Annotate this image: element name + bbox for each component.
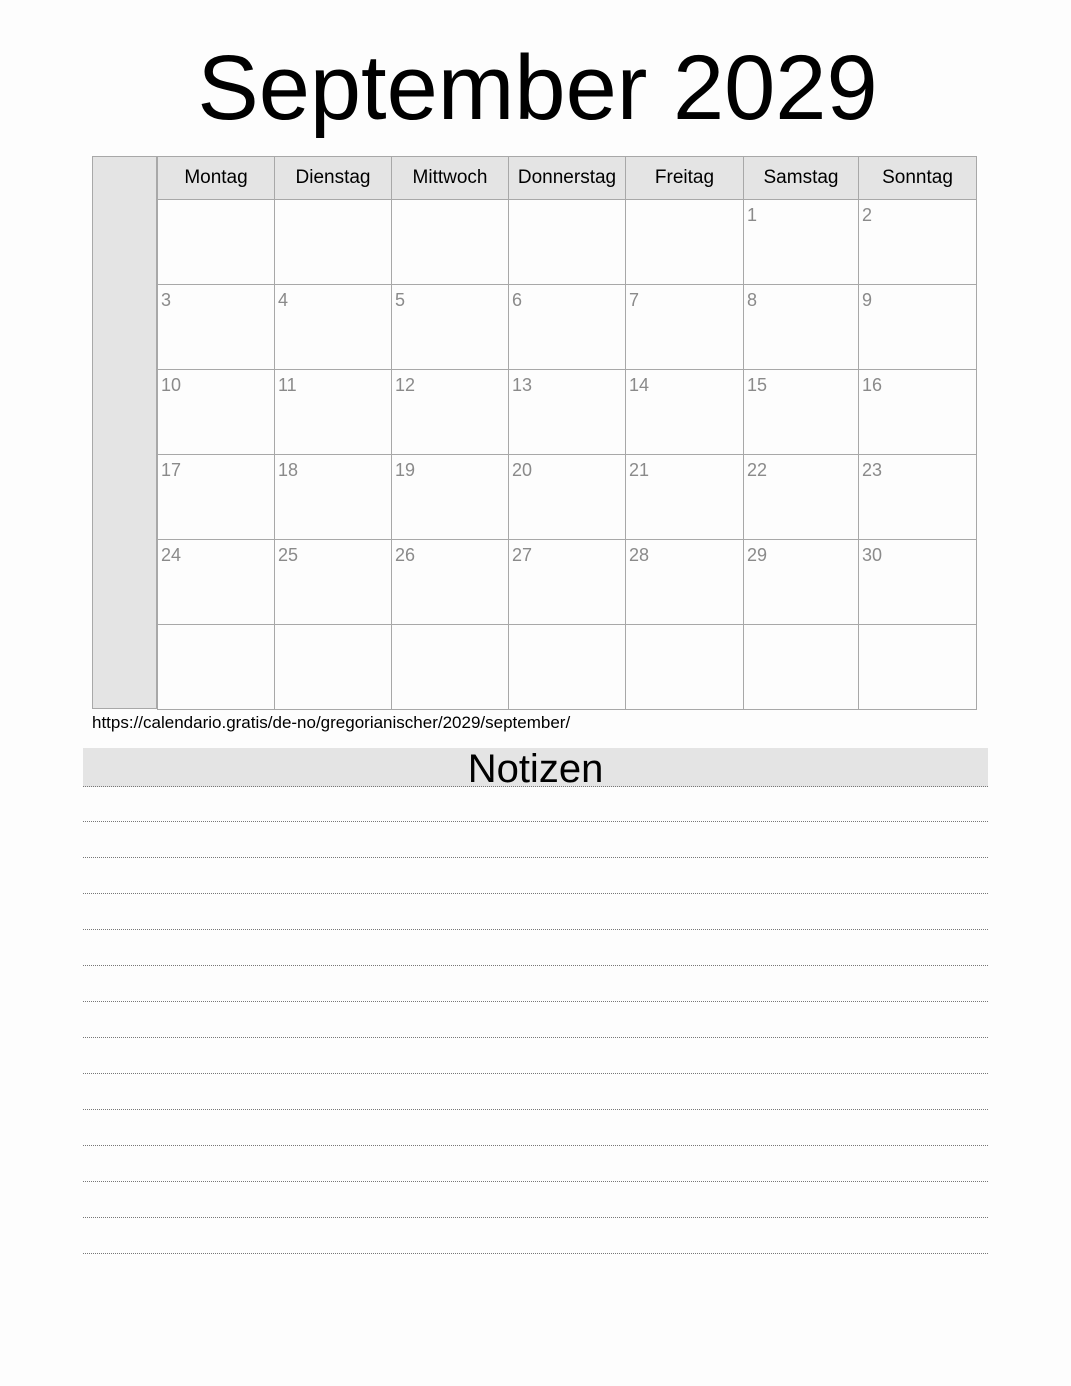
week-row bbox=[158, 625, 977, 710]
day-number: 29 bbox=[747, 545, 768, 565]
week-row bbox=[158, 455, 977, 540]
day-number bbox=[744, 625, 858, 630]
day-cell bbox=[859, 200, 977, 285]
day-number bbox=[275, 200, 391, 205]
day-number: 8 bbox=[747, 290, 758, 310]
week-row bbox=[158, 285, 977, 370]
day-number: 20 bbox=[512, 460, 533, 480]
note-line bbox=[83, 1110, 988, 1146]
day-number bbox=[509, 625, 625, 630]
day-number: 4 bbox=[278, 290, 289, 310]
day-number: 24 bbox=[161, 545, 182, 565]
day-number: 23 bbox=[862, 460, 883, 480]
day-cell bbox=[744, 540, 859, 625]
day-number: 27 bbox=[512, 545, 533, 565]
day-cell bbox=[859, 455, 977, 540]
day-cell bbox=[392, 285, 509, 370]
day-cell bbox=[509, 455, 626, 540]
day-number: 3 bbox=[161, 290, 172, 310]
day-number: 12 bbox=[395, 375, 416, 395]
day-cell bbox=[744, 285, 859, 370]
day-number: 10 bbox=[161, 375, 182, 395]
day-number bbox=[392, 625, 508, 630]
week-number-column bbox=[92, 156, 157, 709]
day-cell bbox=[158, 285, 275, 370]
week-row bbox=[158, 370, 977, 455]
source-url: https://calendario.gratis/de-no/gregorianischer/2029/september/ bbox=[92, 713, 571, 732]
day-number: 30 bbox=[862, 545, 883, 565]
note-line bbox=[83, 822, 988, 858]
day-number: 9 bbox=[862, 290, 873, 310]
day-number: 1 bbox=[747, 205, 758, 225]
weekday-header: Donnerstag bbox=[509, 157, 626, 200]
day-cell bbox=[158, 540, 275, 625]
day-cell bbox=[626, 455, 744, 540]
weekday-header: Sonntag bbox=[859, 157, 977, 200]
day-cell bbox=[275, 200, 392, 285]
day-cell bbox=[275, 370, 392, 455]
note-line bbox=[83, 1002, 988, 1038]
weekday-header: Mittwoch bbox=[392, 157, 509, 200]
day-cell bbox=[392, 200, 509, 285]
weekday-header: Montag bbox=[158, 157, 275, 200]
day-cell bbox=[744, 370, 859, 455]
day-number: 28 bbox=[629, 545, 650, 565]
day-number: 21 bbox=[629, 460, 650, 480]
day-cell bbox=[744, 455, 859, 540]
notes-heading: Notizen bbox=[83, 748, 988, 787]
note-line bbox=[83, 786, 988, 822]
day-number bbox=[158, 625, 274, 630]
day-number: 2 bbox=[862, 205, 873, 225]
day-cell bbox=[744, 200, 859, 285]
day-cell bbox=[509, 285, 626, 370]
note-line bbox=[83, 966, 988, 1002]
day-cell bbox=[275, 285, 392, 370]
day-number bbox=[509, 200, 625, 205]
day-number: 19 bbox=[395, 460, 416, 480]
note-line bbox=[83, 1182, 988, 1218]
day-cell bbox=[158, 455, 275, 540]
day-number bbox=[158, 200, 274, 205]
day-cell bbox=[626, 625, 744, 710]
day-cell bbox=[158, 370, 275, 455]
day-cell bbox=[275, 540, 392, 625]
day-cell bbox=[626, 370, 744, 455]
day-number bbox=[626, 200, 743, 205]
day-number: 14 bbox=[629, 375, 650, 395]
note-line bbox=[83, 1074, 988, 1110]
day-cell bbox=[392, 540, 509, 625]
day-number: 6 bbox=[512, 290, 523, 310]
day-number bbox=[275, 625, 391, 630]
note-line bbox=[83, 1218, 988, 1254]
day-number: 25 bbox=[278, 545, 299, 565]
day-cell bbox=[744, 625, 859, 710]
week-row bbox=[158, 200, 977, 285]
day-cell bbox=[509, 625, 626, 710]
note-line bbox=[83, 894, 988, 930]
day-cell bbox=[509, 200, 626, 285]
day-cell bbox=[509, 540, 626, 625]
calendar-title: September 2029 bbox=[197, 37, 878, 139]
day-number: 26 bbox=[395, 545, 416, 565]
day-cell bbox=[859, 370, 977, 455]
day-number: 16 bbox=[862, 375, 883, 395]
day-number bbox=[626, 625, 743, 630]
day-cell bbox=[626, 540, 744, 625]
week-row bbox=[158, 540, 977, 625]
weekday-header: Dienstag bbox=[275, 157, 392, 200]
day-cell bbox=[626, 200, 744, 285]
day-cell bbox=[275, 625, 392, 710]
day-number: 11 bbox=[278, 375, 297, 395]
note-line bbox=[83, 1146, 988, 1182]
day-cell bbox=[859, 285, 977, 370]
day-cell bbox=[392, 370, 509, 455]
day-number bbox=[392, 200, 508, 205]
day-cell bbox=[509, 370, 626, 455]
day-number: 13 bbox=[512, 375, 533, 395]
weekday-header: Samstag bbox=[744, 157, 859, 200]
day-number: 15 bbox=[747, 375, 768, 395]
day-number: 5 bbox=[395, 290, 406, 310]
day-cell bbox=[392, 455, 509, 540]
weekday-header: Freitag bbox=[626, 157, 744, 200]
day-number: 22 bbox=[747, 460, 768, 480]
day-cell bbox=[275, 455, 392, 540]
day-cell bbox=[392, 625, 509, 710]
day-number bbox=[859, 625, 976, 630]
day-cell bbox=[626, 285, 744, 370]
note-line bbox=[83, 858, 988, 894]
notes-lines bbox=[83, 786, 988, 1254]
day-cell bbox=[859, 625, 977, 710]
day-cell bbox=[158, 200, 275, 285]
day-cell bbox=[158, 625, 275, 710]
weekday-header-row bbox=[158, 157, 977, 200]
day-number: 18 bbox=[278, 460, 299, 480]
note-line bbox=[83, 930, 988, 966]
day-number: 7 bbox=[629, 290, 640, 310]
day-number: 17 bbox=[161, 460, 182, 480]
day-cell bbox=[859, 540, 977, 625]
note-line bbox=[83, 1038, 988, 1074]
calendar-grid bbox=[157, 156, 977, 710]
